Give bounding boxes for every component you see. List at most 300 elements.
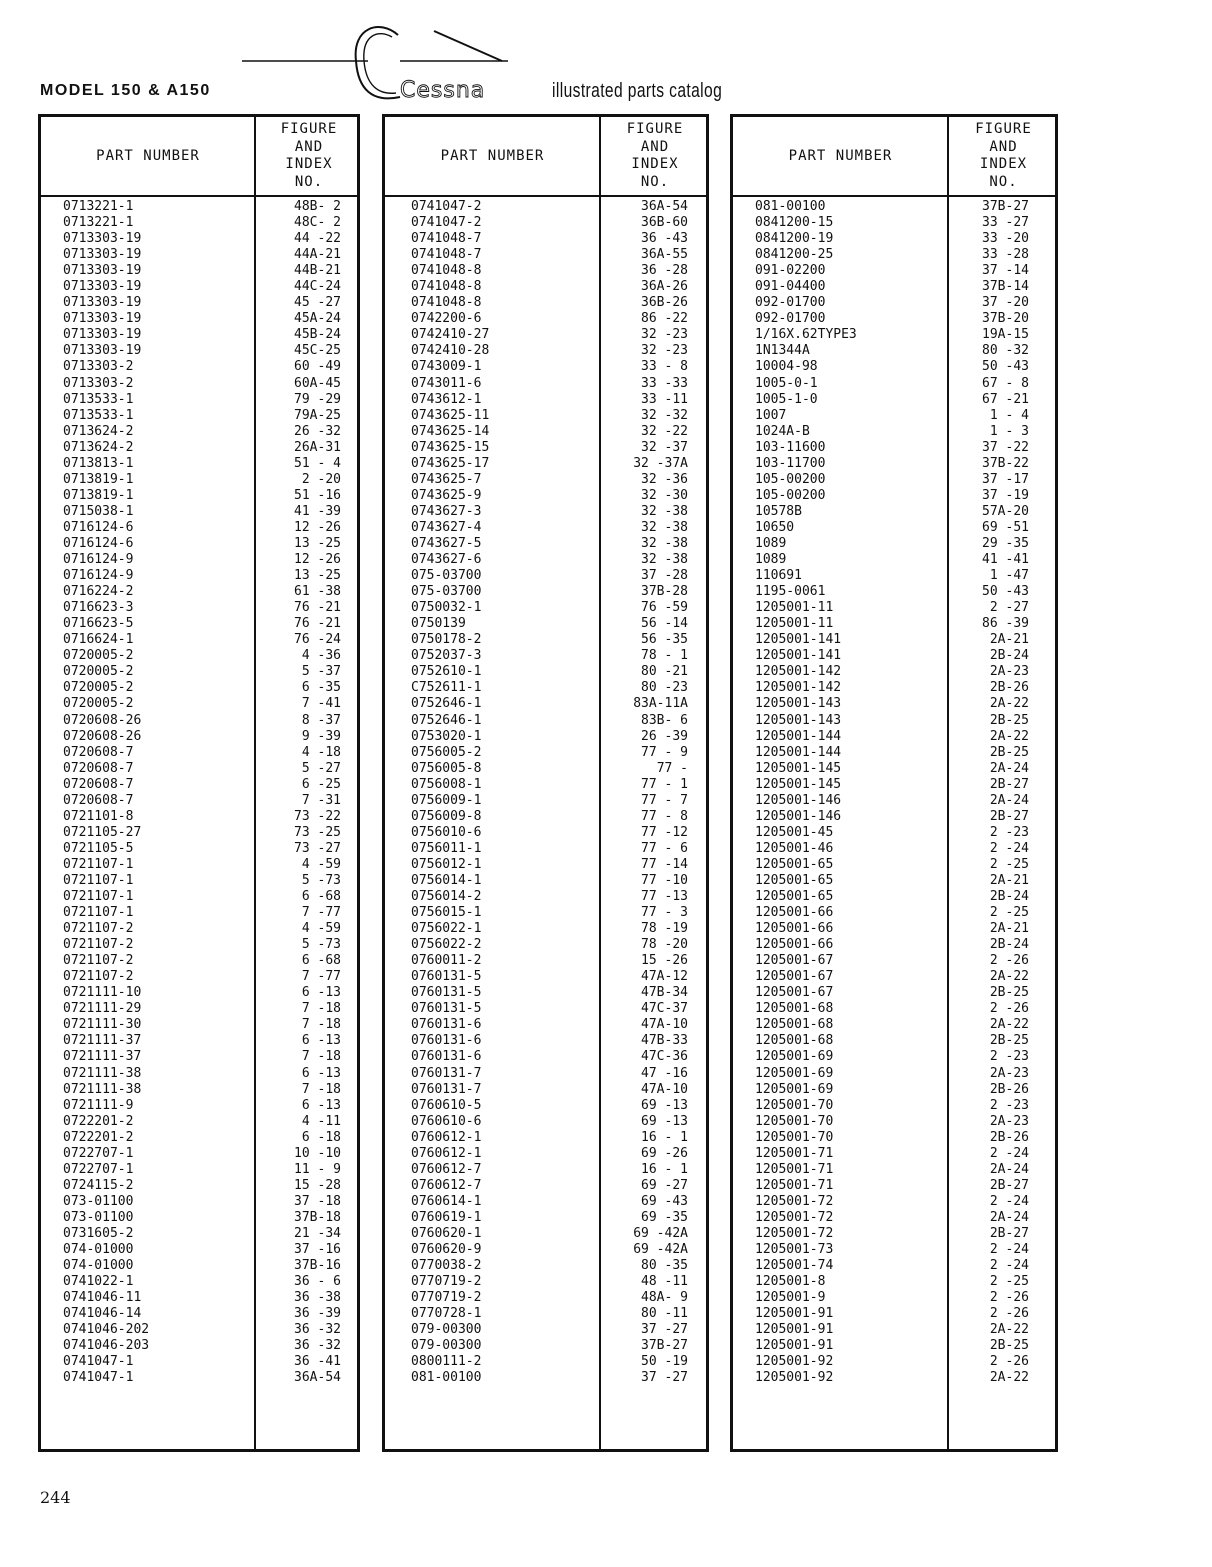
table-row <box>733 584 1055 600</box>
table-row <box>41 408 357 424</box>
part-number: 0760131-7 <box>411 1081 482 1097</box>
table-row <box>733 1322 1055 1338</box>
figure-index: 2A-21 <box>989 632 1029 648</box>
part-number: 0760620-1 <box>411 1226 482 1241</box>
part-number: 0721107-1 <box>63 889 134 905</box>
table-row <box>733 279 1055 295</box>
part-number: 0756022-2 <box>411 937 482 953</box>
part-number: 073-01100 <box>63 1193 134 1209</box>
table-row <box>41 632 357 648</box>
figure-index: 47A-10 <box>641 1081 688 1097</box>
figure-index: 19A-15 <box>982 327 1029 343</box>
figure-index: 69 -27 <box>641 1177 688 1193</box>
figure-index: 9 -39 <box>301 728 341 744</box>
table-row <box>733 1049 1055 1065</box>
figure-index: 77 -10 <box>641 872 688 888</box>
table-row <box>385 1033 706 1049</box>
figure-index: 6 -68 <box>301 953 341 969</box>
part-number: 0721111-37 <box>63 1049 142 1065</box>
table-row <box>41 616 357 632</box>
table-row <box>41 472 357 488</box>
part-number: 0713303-19 <box>63 295 142 311</box>
figure-index: 77 - <box>656 760 688 776</box>
table-row <box>41 745 357 761</box>
figure-index: 36A-54 <box>641 199 688 214</box>
figure-index: 47C-37 <box>641 1001 688 1017</box>
table-row <box>385 600 706 616</box>
part-number: 0722201-2 <box>63 1129 134 1145</box>
part-number: 105-00200 <box>755 471 826 487</box>
figure-index: 2 -25 <box>989 856 1029 872</box>
part-number: 0743009-1 <box>411 359 482 375</box>
table-row <box>733 841 1055 857</box>
figure-index: 37 -22 <box>982 439 1029 455</box>
part-number: 0720005-2 <box>63 664 134 680</box>
part-number: 0713303-19 <box>63 343 142 359</box>
part-number: 0741046-11 <box>63 1290 142 1306</box>
part-number: 0716124-9 <box>63 568 134 584</box>
table-row <box>733 680 1055 696</box>
part-number: 1205001-92 <box>755 1370 834 1386</box>
table-row <box>41 359 357 375</box>
part-number: 081-00100 <box>411 1370 482 1386</box>
figure-index: 79A-25 <box>294 407 341 423</box>
figure-index: 6 -18 <box>301 1129 341 1145</box>
table-row <box>733 857 1055 873</box>
figure-index: 45A-24 <box>294 311 341 327</box>
table-row <box>385 809 706 825</box>
part-number: 1089 <box>755 535 787 551</box>
part-number: 1205001-66 <box>755 905 834 921</box>
table-row <box>385 1194 706 1210</box>
table-row <box>733 600 1055 616</box>
figure-index: 80 -35 <box>641 1258 688 1274</box>
table-row <box>733 1258 1055 1274</box>
part-number: 0713303-19 <box>63 311 142 327</box>
part-number: 0716124-6 <box>63 535 134 551</box>
part-number: 1205001-69 <box>755 1081 834 1097</box>
figure-index: 83A-11A <box>633 696 688 712</box>
figure-index: 6 -35 <box>301 680 341 696</box>
figure-index: 2A-21 <box>989 921 1029 937</box>
table-row <box>41 295 357 311</box>
figure-index: 2A-24 <box>989 792 1029 808</box>
figure-index: 7 -18 <box>301 1017 341 1033</box>
figure-index: 44A-21 <box>294 247 341 263</box>
figure-index: 26 -32 <box>294 423 341 439</box>
figure-index: 37 -14 <box>982 263 1029 279</box>
part-number: 1205001-46 <box>755 840 834 856</box>
part-number: 0760610-5 <box>411 1097 482 1113</box>
figure-index: 32 -38 <box>641 519 688 535</box>
figure-index: 2 -23 <box>989 1097 1029 1113</box>
table-row <box>733 953 1055 969</box>
part-number: 0741046-202 <box>63 1322 150 1338</box>
part-number: 1005-1-0 <box>755 391 818 407</box>
figure-index: 36B-26 <box>641 295 688 311</box>
figure-index: 2A-22 <box>989 1370 1029 1386</box>
table-row <box>733 1290 1055 1306</box>
part-number: 0752037-3 <box>411 648 482 664</box>
table-row <box>733 311 1055 327</box>
table-row <box>41 1242 357 1258</box>
parts-column-1 <box>38 114 360 1452</box>
table-row <box>41 199 357 215</box>
figure-index: 2B-25 <box>989 712 1029 728</box>
table-row <box>385 1354 706 1370</box>
part-number: 1/16X.62TYPE3 <box>755 327 857 343</box>
part-number: C752611-1 <box>411 680 482 696</box>
part-number: 0713303-19 <box>63 263 142 279</box>
figure-index: 2 -24 <box>989 840 1029 856</box>
part-number: 1205001-143 <box>755 696 842 712</box>
table-row <box>41 985 357 1001</box>
figure-index: 32 -23 <box>641 327 688 343</box>
figure-index: 2A-22 <box>989 728 1029 744</box>
part-number: 0760612-7 <box>411 1177 482 1193</box>
table-row <box>385 440 706 456</box>
figure-index: 41 -41 <box>982 552 1029 568</box>
figure-index: 76 -21 <box>294 616 341 632</box>
figure-index: 2 -24 <box>989 1242 1029 1258</box>
part-number: 0742200-6 <box>411 311 482 327</box>
table-row <box>733 1017 1055 1033</box>
part-number: 0756014-2 <box>411 889 482 905</box>
figure-index: 2A-23 <box>989 664 1029 680</box>
figure-index: 15 -28 <box>294 1177 341 1193</box>
part-number: 10578B <box>755 503 802 519</box>
part-number: 0716124-6 <box>63 519 134 535</box>
figure-index: 48B- 2 <box>294 199 341 214</box>
part-number: 0760610-6 <box>411 1113 482 1129</box>
table-row <box>385 1338 706 1354</box>
figure-index: 4 -36 <box>301 648 341 664</box>
table-row <box>733 969 1055 985</box>
part-number: 091-04400 <box>755 279 826 295</box>
figure-index: 2 -26 <box>989 1001 1029 1017</box>
part-number: 0760612-1 <box>411 1145 482 1161</box>
figure-index: 37B-20 <box>982 311 1029 327</box>
part-number: 1205001-74 <box>755 1258 834 1274</box>
figure-index: 2A-23 <box>989 1065 1029 1081</box>
table-row <box>385 1226 706 1242</box>
part-number: 092-01700 <box>755 311 826 327</box>
table-row <box>385 215 706 231</box>
table-row <box>733 729 1055 745</box>
figure-index: 32 -38 <box>641 552 688 568</box>
part-number: 1205001-72 <box>755 1209 834 1225</box>
table-row <box>385 1274 706 1290</box>
table-row <box>385 552 706 568</box>
table-row <box>733 761 1055 777</box>
figure-index: 69 -13 <box>641 1113 688 1129</box>
part-number: 1205001-146 <box>755 808 842 824</box>
part-number: 1005-0-1 <box>755 375 818 391</box>
part-number: 0713221-1 <box>63 215 134 231</box>
part-number: 0713533-1 <box>63 407 134 423</box>
part-number: 1205001-141 <box>755 632 842 648</box>
table-row <box>41 1226 357 1242</box>
table-row <box>385 295 706 311</box>
figure-index: 48C- 2 <box>294 215 341 231</box>
part-number: 0760011-2 <box>411 953 482 969</box>
table-row <box>733 745 1055 761</box>
table-row <box>41 713 357 729</box>
table-row <box>385 825 706 841</box>
figure-index: 2 -26 <box>989 1290 1029 1306</box>
table-row <box>385 696 706 712</box>
table-row <box>733 295 1055 311</box>
figure-index: 5 -73 <box>301 937 341 953</box>
part-number: 0800111-2 <box>411 1354 482 1370</box>
part-number: 0720608-7 <box>63 760 134 776</box>
figure-index: 47C-36 <box>641 1049 688 1065</box>
table-row <box>385 953 706 969</box>
table-row <box>385 1130 706 1146</box>
figure-index: 51 -16 <box>294 487 341 503</box>
part-number: 0770038-2 <box>411 1258 482 1274</box>
figure-index: 2A-24 <box>989 1209 1029 1225</box>
table-row <box>733 664 1055 680</box>
figure-index: 26A-31 <box>294 439 341 455</box>
table-row <box>733 568 1055 584</box>
table-row <box>733 1162 1055 1178</box>
part-number: 110691 <box>755 568 802 584</box>
figure-index-header: FIGURE AND INDEX NO. <box>280 121 338 190</box>
figure-index: 33 -27 <box>982 215 1029 231</box>
part-number: 0741048-8 <box>411 263 482 279</box>
part-number: 103-11700 <box>755 455 826 471</box>
table-row <box>733 825 1055 841</box>
part-number: 0770728-1 <box>411 1306 482 1322</box>
part-number: 1205001-66 <box>755 921 834 937</box>
figure-index: 80 -23 <box>641 680 688 696</box>
parts-column-2 <box>382 114 709 1452</box>
figure-index: 4 -18 <box>301 744 341 760</box>
figure-index: 32 -38 <box>641 535 688 551</box>
table-row <box>733 632 1055 648</box>
table-row <box>733 1001 1055 1017</box>
figure-index: 36 - 6 <box>294 1274 341 1290</box>
part-number: 1205001-70 <box>755 1097 834 1113</box>
part-number: 0756010-6 <box>411 824 482 840</box>
table-row <box>385 889 706 905</box>
part-number: 1205001-11 <box>755 600 834 616</box>
table-row <box>41 809 357 825</box>
figure-index: 2B-25 <box>989 1033 1029 1049</box>
part-number: 1205001-142 <box>755 664 842 680</box>
figure-index: 12 -26 <box>294 552 341 568</box>
table-row <box>385 456 706 472</box>
table-row <box>41 343 357 359</box>
table-row <box>41 1114 357 1130</box>
figure-index: 2A-22 <box>989 969 1029 985</box>
part-number: 079-00300 <box>411 1338 482 1354</box>
part-number: 079-00300 <box>411 1322 482 1338</box>
figure-index: 56 -35 <box>641 632 688 648</box>
figure-index: 37 -27 <box>641 1370 688 1386</box>
part-number: 073-01100 <box>63 1209 134 1225</box>
part-number: 0743625-9 <box>411 487 482 503</box>
figure-index: 2B-25 <box>989 744 1029 760</box>
figure-index: 45 -27 <box>294 295 341 311</box>
part-number: 1205001-70 <box>755 1129 834 1145</box>
table-row <box>41 376 357 392</box>
table-row <box>733 1370 1055 1386</box>
figure-index: 37 -27 <box>641 1322 688 1338</box>
model-label: MODEL 150 & A150 <box>40 82 211 99</box>
table-row <box>385 1001 706 1017</box>
figure-index: 47A-10 <box>641 1017 688 1033</box>
table-row <box>733 536 1055 552</box>
part-number: 0721107-2 <box>63 921 134 937</box>
part-number: 0716623-5 <box>63 616 134 632</box>
table-row <box>385 745 706 761</box>
table-row <box>733 648 1055 664</box>
table-row <box>733 1066 1055 1082</box>
figure-index: 51 - 4 <box>294 455 341 471</box>
part-number: 0721111-37 <box>63 1033 142 1049</box>
column-header <box>41 117 357 197</box>
part-number: 0713819-1 <box>63 487 134 503</box>
figure-index: 12 -26 <box>294 519 341 535</box>
part-number: 0741022-1 <box>63 1274 134 1290</box>
table-row <box>41 311 357 327</box>
table-row <box>41 648 357 664</box>
part-number: 0713303-19 <box>63 231 142 247</box>
table-row <box>385 504 706 520</box>
part-number-header: PART NUMBER <box>788 148 893 164</box>
figure-index: 60 -49 <box>294 359 341 375</box>
part-number: 0753020-1 <box>411 728 482 744</box>
table-row <box>385 568 706 584</box>
figure-index: 78 - 1 <box>641 648 688 664</box>
table-row <box>385 777 706 793</box>
figure-index: 7 -77 <box>301 969 341 985</box>
part-number: 0760619-1 <box>411 1209 482 1225</box>
table-row <box>385 761 706 777</box>
figure-index: 7 -18 <box>301 1049 341 1065</box>
part-number: 0722707-1 <box>63 1161 134 1177</box>
table-row <box>385 536 706 552</box>
part-number: 0713303-2 <box>63 359 134 375</box>
figure-index: 50 -19 <box>641 1354 688 1370</box>
part-number: 0713303-19 <box>63 279 142 295</box>
figure-index: 7 -31 <box>301 792 341 808</box>
part-number: 0721111-10 <box>63 985 142 1001</box>
table-row <box>41 1162 357 1178</box>
table-row <box>733 199 1055 215</box>
part-number: 0742410-28 <box>411 343 490 359</box>
figure-index: 36 -39 <box>294 1306 341 1322</box>
table-row <box>385 841 706 857</box>
part-number: 1205001-72 <box>755 1193 834 1209</box>
figure-index: 16 - 1 <box>641 1129 688 1145</box>
table-row <box>733 327 1055 343</box>
table-row <box>385 648 706 664</box>
part-number: 0770719-2 <box>411 1290 482 1306</box>
figure-index: 69 -51 <box>982 519 1029 535</box>
part-number: 103-11600 <box>755 439 826 455</box>
figure-index: 5 -27 <box>301 760 341 776</box>
table-row <box>41 825 357 841</box>
figure-index: 32 -22 <box>641 423 688 439</box>
part-number: 1205001-144 <box>755 728 842 744</box>
table-row <box>733 696 1055 712</box>
part-number: 1205001-65 <box>755 872 834 888</box>
part-number: 1205001-146 <box>755 792 842 808</box>
figure-index: 36 -43 <box>641 231 688 247</box>
part-number: 0713624-2 <box>63 423 134 439</box>
part-number: 0743625-15 <box>411 439 490 455</box>
part-number: 0756012-1 <box>411 856 482 872</box>
figure-index: 47B-34 <box>641 985 688 1001</box>
table-row <box>733 504 1055 520</box>
figure-index: 37 -28 <box>641 568 688 584</box>
part-number: 0743627-5 <box>411 535 482 551</box>
part-number: 0760131-7 <box>411 1065 482 1081</box>
part-number: 1205001-67 <box>755 953 834 969</box>
table-row <box>41 873 357 889</box>
figure-index: 77 - 3 <box>641 905 688 921</box>
part-number: 0743627-3 <box>411 503 482 519</box>
part-number-header: PART NUMBER <box>96 148 200 164</box>
part-number: 0724115-2 <box>63 1177 134 1193</box>
table-row <box>41 664 357 680</box>
figure-index: 78 -20 <box>641 937 688 953</box>
figure-index: 37 -18 <box>294 1193 341 1209</box>
figure-index: 2B-26 <box>989 1081 1029 1097</box>
part-number: 0756014-1 <box>411 872 482 888</box>
table-row <box>385 199 706 215</box>
table-row <box>385 343 706 359</box>
part-number: 1205001-8 <box>755 1274 826 1290</box>
part-number: 0713303-19 <box>63 247 142 263</box>
part-number: 0721107-2 <box>63 953 134 969</box>
figure-index: 36B-60 <box>641 215 688 231</box>
part-number: 0720005-2 <box>63 680 134 696</box>
table-row <box>733 1082 1055 1098</box>
table-row <box>41 504 357 520</box>
figure-index: 50 -43 <box>982 359 1029 375</box>
cessna-wordmark: Cessna <box>400 78 486 103</box>
table-row <box>41 841 357 857</box>
table-row <box>733 552 1055 568</box>
part-number: 0713813-1 <box>63 455 134 471</box>
part-number: 0756005-8 <box>411 760 482 776</box>
table-row <box>41 1338 357 1354</box>
part-number: 0722707-1 <box>63 1145 134 1161</box>
part-number: 1205001-91 <box>755 1338 834 1354</box>
table-row <box>733 488 1055 504</box>
figure-index: 69 -42A <box>633 1226 688 1241</box>
table-row <box>733 777 1055 793</box>
part-number: 0756009-8 <box>411 808 482 824</box>
figure-index: 76 -21 <box>294 600 341 616</box>
part-number: 0760131-6 <box>411 1033 482 1049</box>
table-row <box>733 937 1055 953</box>
table-row <box>385 1017 706 1033</box>
figure-index: 4 -59 <box>301 856 341 872</box>
figure-index: 33 -33 <box>641 375 688 391</box>
figure-index: 2A-24 <box>989 1161 1029 1177</box>
part-number: 0756009-1 <box>411 792 482 808</box>
part-number: 081-00100 <box>755 199 826 214</box>
figure-index: 73 -22 <box>294 808 341 824</box>
table-row <box>733 1210 1055 1226</box>
part-number: 0760131-6 <box>411 1049 482 1065</box>
table-row <box>733 1338 1055 1354</box>
